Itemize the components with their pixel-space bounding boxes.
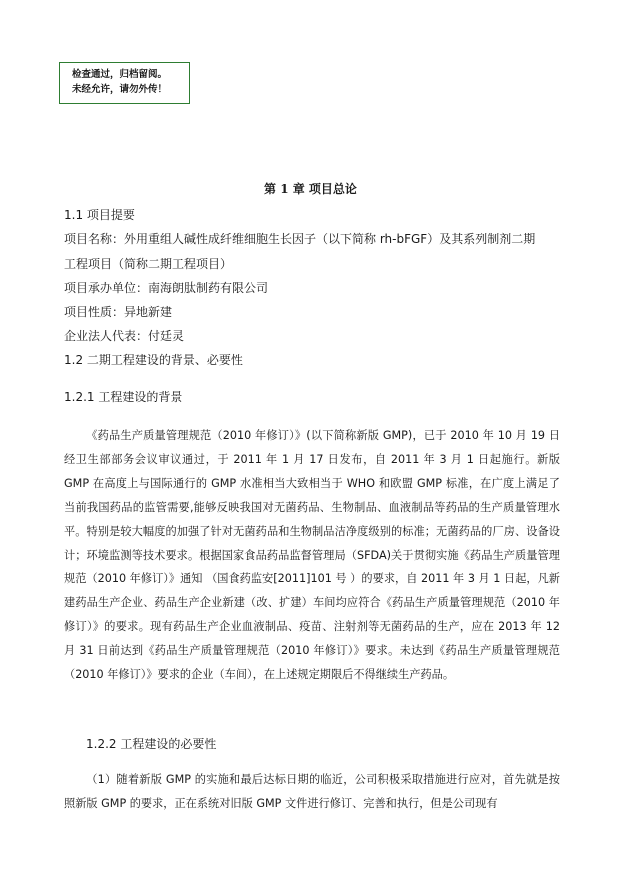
notice-stamp-box [59, 62, 190, 104]
background-paragraph [64, 424, 560, 687]
section-heading-1-2-1: 1.2.1 工程建设的背景 [64, 390, 183, 404]
legal-representative: 企业法人代表：付廷灵 [64, 329, 185, 343]
project-name-line-1: 项目名称：外用重组人碱性成纤维细胞生长因子（以下简称 rh-bFGF）及其系列制剂二期 [64, 232, 536, 246]
chapter-title: 第 1 章 项目总论 [264, 182, 357, 196]
section-heading-1-2-2: 1.2.2 工程建设的必要性 [86, 737, 217, 751]
project-nature: 项目性质：异地新建 [64, 305, 173, 319]
section-heading-1-1: 1.1 项目提要 [64, 208, 135, 222]
section-heading-1-2: 1.2 二期工程建设的背景、必要性 [64, 353, 243, 367]
project-undertaker: 项目承办单位：南海朗肽制药有限公司 [64, 281, 269, 295]
background-paragraph-text: 《药品生产质量管理规范（2010 年修订）》(以下简称新版 GMP)，已于 2010 年 10 月 19 日经卫生部部务会议审议通过，于 2011 年 1 月 17 日发布，自 2011 年 3 月 1 日起施行。新版 GMP 在高度上与国际通行的 GMP 水准相当大致相当于 WHO 和欧盟 GMP 标准，在广度上满足了当前我国药品的监管需要,能够反映我国对无菌药品、生物制品、血液制品等药品的生产质量管理水平。特别是较大幅度的加强了针对无菌药品和生物制品洁净度级别的标准；无菌药品的厂房、设备设计；环境监测等技术要求。根据国家食品药品监督管理局（SFDA)关于贯彻实施《药品生产质量管理规范（2010 年修订）》通知 （国食药监安[2011]101 号 ）的要求，自 2011 年 3 月 1 日起，凡新建药品生产企业、药品生产企业新建（改、扩建）车间均应符合《药品生产质量管理规范（2010 年修订）》的要求。现有药品生产企业血液制品、疫苗、注射剂等无菌药品的生产，应在 2013 年 12 月 31 日前达到《药品生产质量管理规范（2010 年修订）》要求。未达到《药品生产质量管理规范（2010 年修订）》要求的企业（车间），在上述规定期限后不得继续生产药品。 [64, 429, 560, 682]
necessity-paragraph-text: （1）随着新版 GMP 的实施和最后达标日期的临近，公司积极采取措施进行应对，首先就是按照新版 GMP 的要求，正在系统对旧版 GMP 文件进行修订、完善和执行，但是公司现有 [64, 773, 560, 810]
necessity-paragraph [64, 768, 560, 816]
notice-line-1: 检查通过，归档留阅。 [72, 69, 168, 80]
project-name-line-2: 工程项目（简称二期工程项目） [64, 257, 233, 271]
notice-line-2: 未经允许，请勿外传！ [72, 84, 168, 95]
